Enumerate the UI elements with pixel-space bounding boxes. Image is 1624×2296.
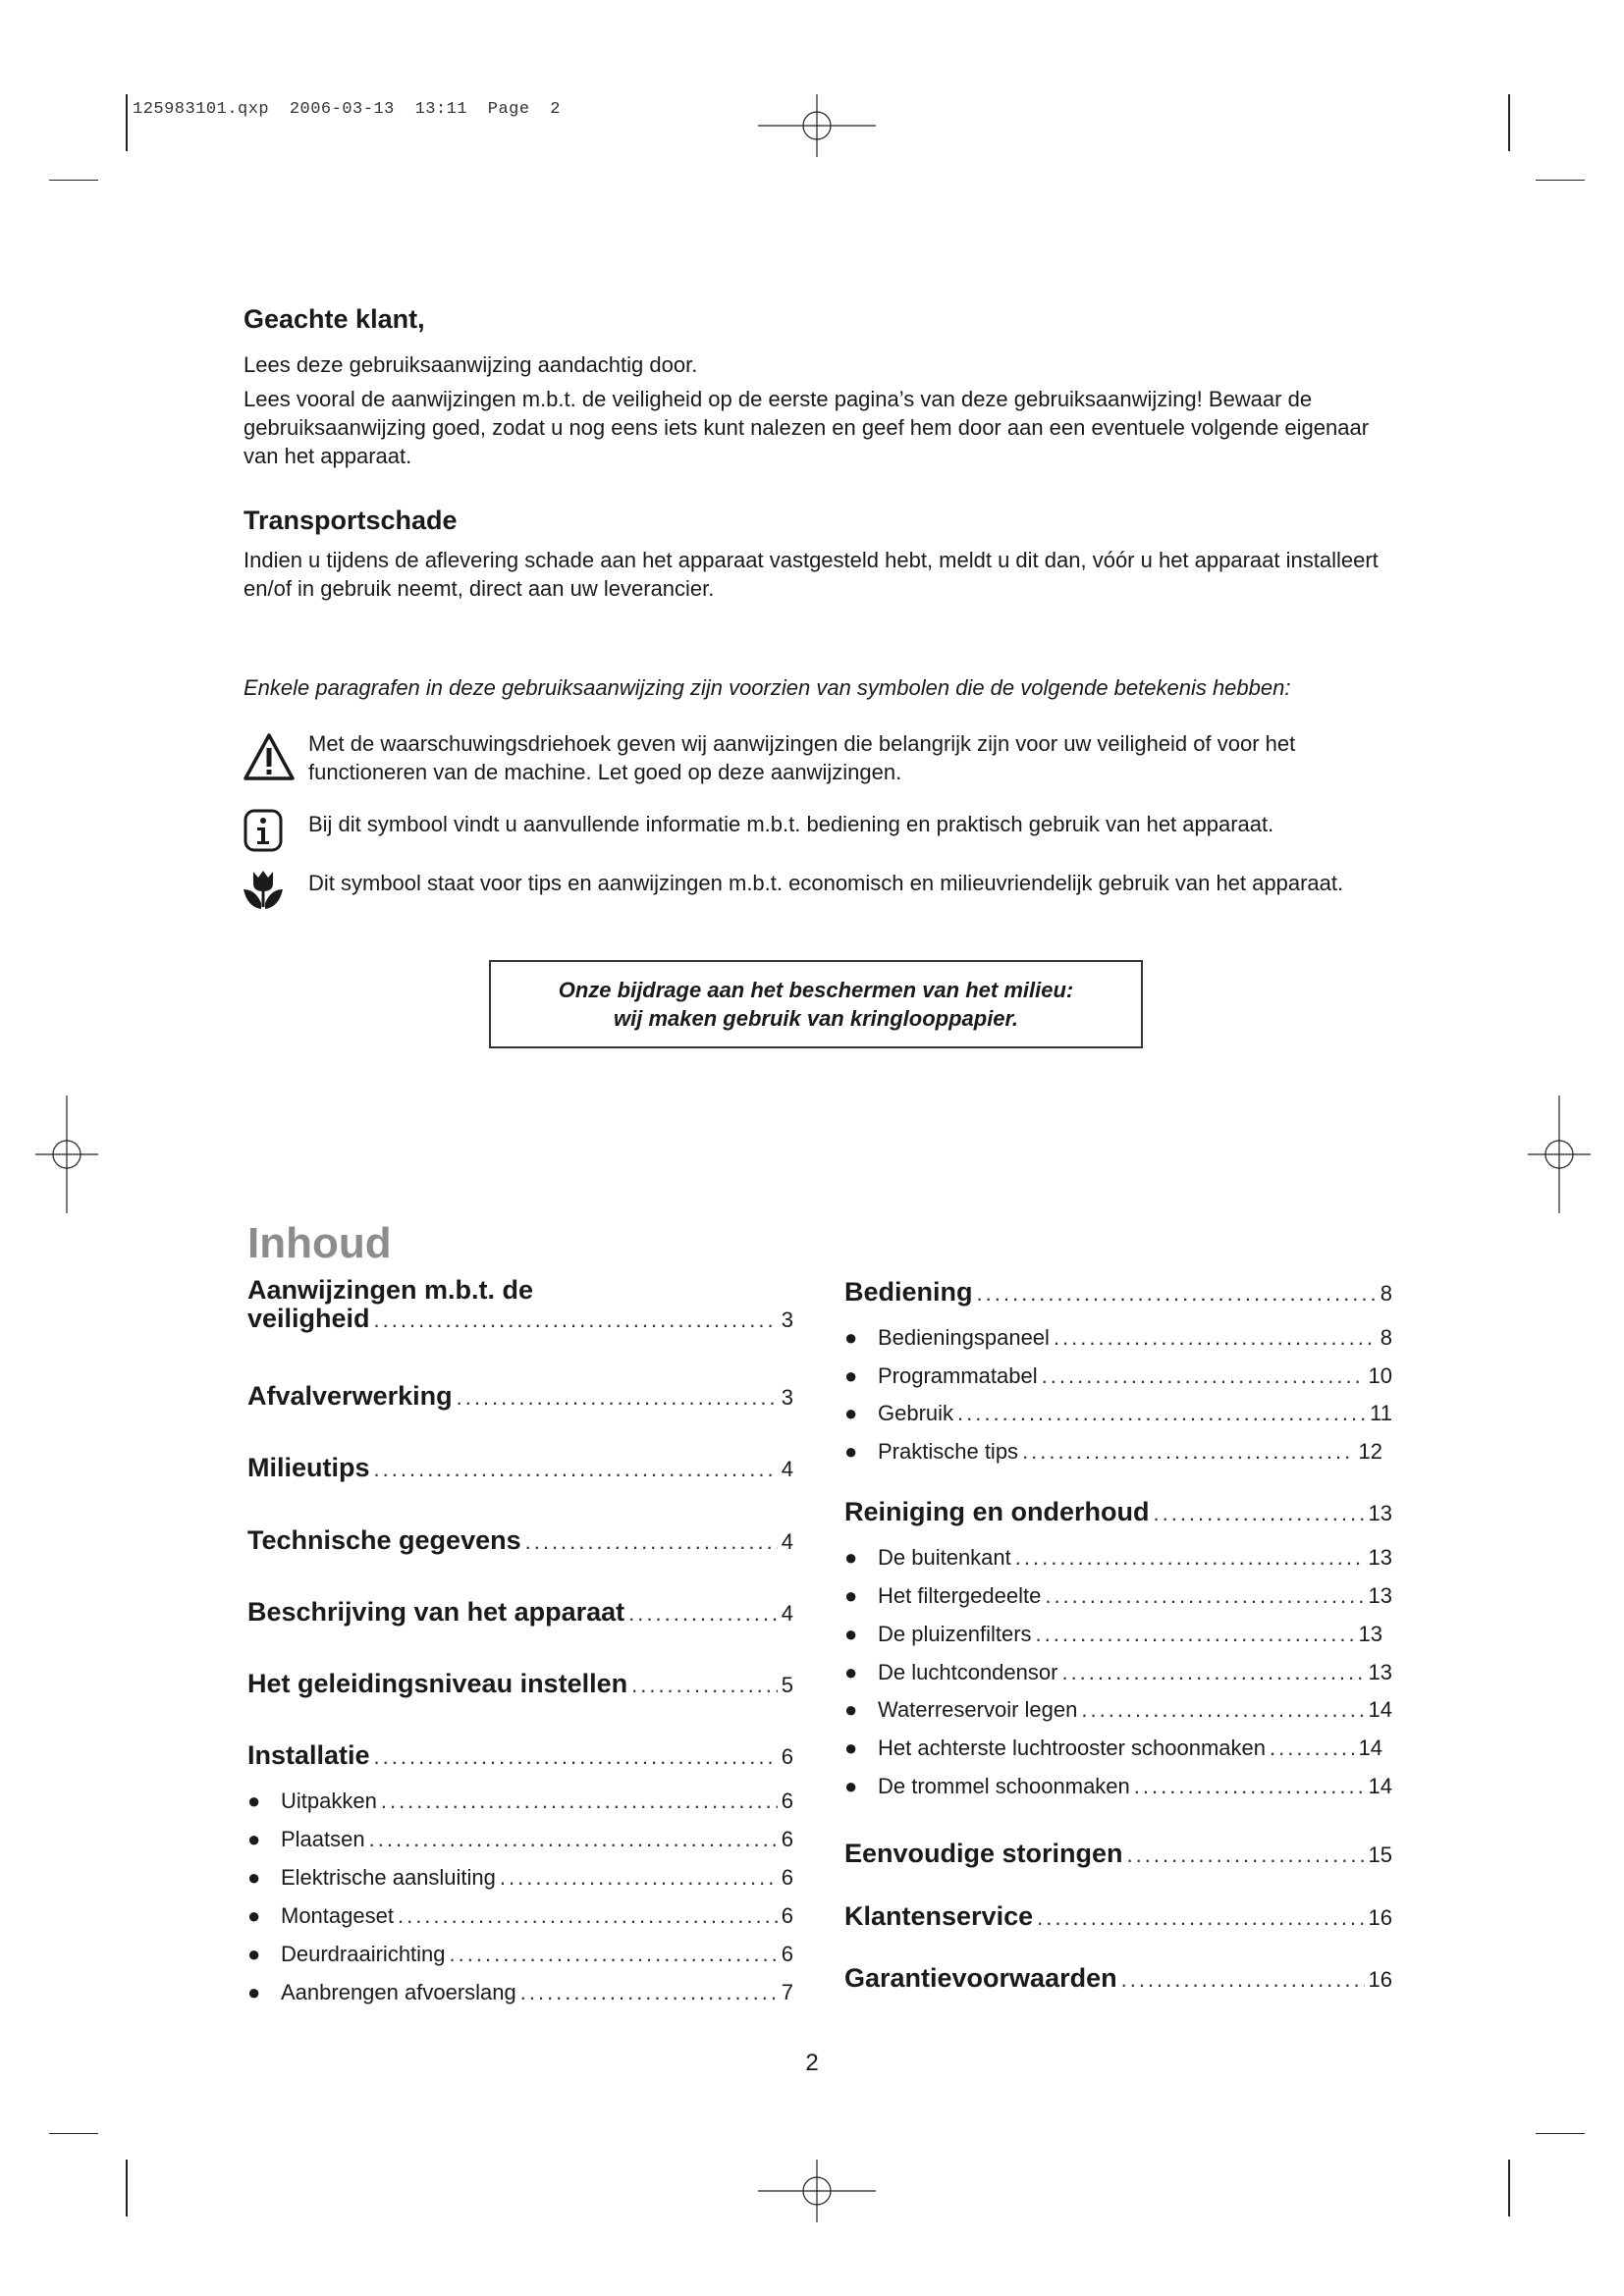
bullet-icon: ● bbox=[844, 1583, 858, 1608]
toc-entry-label: Elektrische aansluiting bbox=[281, 1865, 496, 1890]
toc-entry[interactable] bbox=[844, 1497, 1392, 1527]
crop-mark bbox=[1508, 94, 1510, 151]
crop-mark bbox=[1508, 2160, 1510, 2216]
bullet-icon: ● bbox=[247, 1942, 261, 1966]
toc-subentry[interactable] bbox=[844, 1622, 1382, 1647]
bullet-icon: ● bbox=[844, 1660, 858, 1684]
eco-notice-line-2: wij maken gebruik van kringlooppapier. bbox=[614, 1006, 1018, 1031]
bullet-icon: ● bbox=[844, 1325, 858, 1350]
toc-leader-dots bbox=[1081, 1697, 1364, 1723]
eco-notice-box bbox=[489, 960, 1143, 1048]
toc-entry-page: 14 bbox=[1368, 1774, 1392, 1798]
slug-file: 125983101.qxp bbox=[133, 100, 270, 119]
toc-entry-page: 13 bbox=[1358, 1622, 1382, 1646]
toc-leader-dots bbox=[500, 1865, 778, 1891]
toc-leader-dots bbox=[631, 1673, 778, 1698]
symbol-text-warning: Met de waarschuwingsdriehoek geven wij aanwijzingen die belangrijk zijn voor uw veiligheid of voor het functioneren van de machine. Let goed op deze aanwijzingen. bbox=[308, 731, 1296, 784]
toc-leader-dots bbox=[1061, 1660, 1364, 1685]
toc-entry-page: 8 bbox=[1380, 1325, 1392, 1350]
toc-subentry[interactable] bbox=[844, 1583, 1392, 1609]
bullet-icon: ● bbox=[844, 1439, 858, 1464]
toc-entry-label: Garantievoorwaarden bbox=[844, 1963, 1117, 1993]
toc-entry-page: 12 bbox=[1358, 1439, 1382, 1464]
toc-entry-label: Het achterste luchtrooster schoonmaken bbox=[878, 1735, 1266, 1760]
symbol-text-info: Bij dit symbool vindt u aanvullende informatie m.b.t. bediening en praktisch gebruik van het apparaat. bbox=[308, 812, 1274, 836]
toc-entry-label: Beschrijving van het apparaat bbox=[247, 1597, 625, 1627]
toc-entry-page: 3 bbox=[781, 1385, 793, 1410]
toc-leader-dots bbox=[520, 1980, 778, 2005]
toc-entry-label: Aanbrengen afvoerslang bbox=[281, 1980, 516, 2004]
toc-entry-page: 6 bbox=[781, 1827, 793, 1851]
bullet-icon: ● bbox=[844, 1545, 858, 1570]
toc-entry[interactable] bbox=[247, 1740, 793, 1771]
toc-leader-dots bbox=[398, 1903, 778, 1929]
toc-leader-dots bbox=[1270, 1735, 1355, 1761]
toc-entry-label: Praktische tips bbox=[878, 1439, 1019, 1464]
symbol-text-eco: Dit symbool staat voor tips en aanwijzingen m.b.t. economisch en milieuvriendelijk gebruik van het apparaat. bbox=[308, 871, 1344, 895]
toc-subentry[interactable] bbox=[247, 1903, 793, 1929]
toc-subentry[interactable] bbox=[844, 1401, 1392, 1426]
toc-entry-page: 5 bbox=[781, 1673, 793, 1697]
toc-entry-page: 6 bbox=[781, 1865, 793, 1890]
toc-entry-label: Eenvoudige storingen bbox=[844, 1839, 1123, 1868]
transport-heading: Transportschade bbox=[244, 506, 458, 535]
bullet-icon: ● bbox=[247, 1865, 261, 1890]
toc-leader-dots bbox=[1134, 1774, 1365, 1799]
toc-entry-label: Uitpakken bbox=[281, 1789, 377, 1813]
toc-subentry[interactable] bbox=[844, 1697, 1392, 1723]
page-number: 2 bbox=[805, 2050, 819, 2076]
crop-mark bbox=[126, 2160, 128, 2216]
toc-leader-dots bbox=[1054, 1325, 1377, 1351]
toc-entry-label: Reiniging en onderhoud bbox=[844, 1497, 1150, 1526]
toc-subentry[interactable] bbox=[844, 1439, 1382, 1465]
toc-entry-page: 10 bbox=[1368, 1363, 1392, 1388]
toc-entry[interactable] bbox=[247, 1304, 793, 1334]
toc-entry[interactable] bbox=[247, 1525, 793, 1556]
toc-leader-dots bbox=[1153, 1501, 1364, 1526]
toc-entry-page: 4 bbox=[781, 1457, 793, 1481]
toc-leader-dots bbox=[374, 1308, 778, 1333]
toc-entry-label: De pluizenfilters bbox=[878, 1622, 1032, 1646]
bullet-icon: ● bbox=[844, 1401, 858, 1425]
toc-leader-dots bbox=[450, 1942, 778, 1967]
crop-mark bbox=[1536, 2133, 1585, 2134]
registration-mark-icon bbox=[758, 94, 876, 157]
toc-leader-dots bbox=[369, 1827, 778, 1852]
toc-entry-label: De buitenkant bbox=[878, 1545, 1011, 1570]
bullet-icon: ● bbox=[844, 1774, 858, 1798]
toc-leader-dots bbox=[1045, 1583, 1364, 1609]
toc-entry-page: 11 bbox=[1370, 1401, 1392, 1425]
toc-subentry[interactable] bbox=[844, 1325, 1392, 1351]
print-slug bbox=[133, 100, 561, 119]
toc-subentry[interactable] bbox=[844, 1774, 1392, 1799]
toc-leader-dots bbox=[1036, 1622, 1355, 1647]
toc-entry-label: De trommel schoonmaken bbox=[878, 1774, 1130, 1798]
toc-entry-label: Gebruik bbox=[878, 1401, 954, 1425]
toc-leader-dots bbox=[1127, 1842, 1365, 1868]
crop-mark bbox=[126, 94, 128, 151]
toc-subentry[interactable] bbox=[247, 1789, 793, 1814]
toc-entry-label: Klantenservice bbox=[844, 1901, 1034, 1931]
slug-date: 2006-03-13 bbox=[289, 100, 395, 119]
slug-time: 13:11 bbox=[414, 100, 468, 119]
toc-entry-label: Montageset bbox=[281, 1903, 394, 1928]
toc-entry-label: Het geleidingsniveau instellen bbox=[247, 1669, 628, 1698]
toc-subentry[interactable] bbox=[844, 1363, 1392, 1389]
bullet-icon: ● bbox=[844, 1363, 858, 1388]
greeting-heading: Geachte klant, bbox=[244, 304, 425, 334]
toc-entry-page: 16 bbox=[1368, 1967, 1392, 1992]
toc-subentry[interactable] bbox=[247, 1865, 793, 1891]
toc-entry-label: Bedieningspaneel bbox=[878, 1325, 1050, 1350]
toc-entry[interactable] bbox=[247, 1381, 793, 1412]
eco-flower-icon bbox=[242, 868, 285, 911]
toc-leader-dots bbox=[381, 1789, 778, 1814]
bullet-icon: ● bbox=[844, 1735, 858, 1760]
toc-entry-page: 6 bbox=[781, 1744, 793, 1769]
crop-mark bbox=[49, 2133, 98, 2134]
toc-entry-safety-line1: Aanwijzingen m.b.t. de bbox=[247, 1275, 534, 1305]
toc-entry-page: 15 bbox=[1368, 1842, 1392, 1867]
toc-entry-page: 13 bbox=[1368, 1501, 1392, 1525]
bullet-icon: ● bbox=[247, 1789, 261, 1813]
toc-entry-page: 13 bbox=[1368, 1660, 1392, 1684]
toc-entry-label: veiligheid bbox=[247, 1304, 370, 1333]
intro-paragraph-2: Lees vooral de aanwijzingen m.b.t. de veiligheid op de eerste pagina’s van deze gebruiksaanwijzing! Bewaar de gebruiksaanwijzing goed, zodat u nog eens iets kunt nalezen en geef hem door aan een eventuele volgende eigenaar van het apparaat. bbox=[244, 387, 1370, 468]
toc-entry-page: 6 bbox=[781, 1942, 793, 1966]
symbols-intro: Enkele paragrafen in deze gebruiksaanwijzing zijn voorzien van symbolen die de volgende betekenis hebben: bbox=[244, 675, 1291, 700]
toc-entry-label: Technische gegevens bbox=[247, 1525, 521, 1555]
toc-entry-page: 13 bbox=[1368, 1545, 1392, 1570]
bullet-icon: ● bbox=[844, 1697, 858, 1722]
toc-entry-page: 3 bbox=[781, 1308, 793, 1332]
registration-mark-icon bbox=[1528, 1095, 1591, 1213]
toc-subentry[interactable] bbox=[844, 1545, 1392, 1571]
toc-leader-dots bbox=[957, 1401, 1366, 1426]
bullet-icon: ● bbox=[844, 1622, 858, 1646]
toc-leader-dots bbox=[525, 1529, 778, 1555]
crop-mark bbox=[49, 180, 98, 181]
toc-entry-page: 6 bbox=[781, 1903, 793, 1928]
toc-entry-page: 8 bbox=[1380, 1281, 1392, 1306]
registration-mark-icon bbox=[35, 1095, 98, 1213]
eco-notice-line-1: Onze bijdrage aan het beschermen van het milieu: bbox=[558, 978, 1074, 1002]
toc-entry[interactable] bbox=[247, 1669, 793, 1699]
intro-paragraph-1: Lees deze gebruiksaanwijzing aandachtig door. bbox=[244, 352, 698, 377]
toc-leader-dots bbox=[1121, 1967, 1365, 1993]
toc-leader-dots bbox=[374, 1744, 778, 1770]
toc-subentry[interactable] bbox=[247, 1942, 793, 1967]
bullet-icon: ● bbox=[247, 1903, 261, 1928]
toc-entry-page: 4 bbox=[781, 1529, 793, 1554]
toc-subentry[interactable] bbox=[247, 1827, 793, 1852]
info-icon bbox=[244, 809, 283, 852]
bullet-icon: ● bbox=[247, 1980, 261, 2004]
crop-mark bbox=[1536, 180, 1585, 181]
toc-entry[interactable] bbox=[247, 1453, 793, 1483]
toc-leader-dots bbox=[1042, 1363, 1365, 1389]
toc-leader-dots bbox=[1037, 1905, 1364, 1931]
toc-subentry[interactable] bbox=[844, 1735, 1382, 1761]
toc-entry-label: Bediening bbox=[844, 1277, 973, 1307]
toc-title: Inhoud bbox=[247, 1219, 392, 1267]
warning-triangle-icon bbox=[243, 731, 296, 782]
toc-leader-dots bbox=[457, 1385, 778, 1411]
toc-entry[interactable] bbox=[247, 1597, 793, 1628]
transport-paragraph: Indien u tijdens de aflevering schade aan het apparaat vastgesteld hebt, meldt u dit dan, vóór u het apparaat installeert en/of in gebruik neemt, direct aan uw leverancier. bbox=[244, 548, 1379, 601]
toc-entry-label: Plaatsen bbox=[281, 1827, 365, 1851]
toc-entry-label: Deurdraairichting bbox=[281, 1942, 446, 1966]
toc-entry-page: 16 bbox=[1368, 1905, 1392, 1930]
toc-leader-dots bbox=[628, 1601, 778, 1627]
toc-entry-page: 4 bbox=[781, 1601, 793, 1626]
toc-entry[interactable] bbox=[844, 1277, 1392, 1308]
toc-entry-page: 14 bbox=[1368, 1697, 1392, 1722]
toc-entry-page: 14 bbox=[1358, 1735, 1382, 1760]
toc-entry-label: Waterreservoir legen bbox=[878, 1697, 1078, 1722]
toc-entry-label: Milieutips bbox=[247, 1453, 370, 1482]
toc-subentry[interactable] bbox=[247, 1980, 793, 2005]
toc-leader-dots bbox=[1015, 1545, 1365, 1571]
bullet-icon: ● bbox=[247, 1827, 261, 1851]
toc-subentry[interactable] bbox=[844, 1660, 1392, 1685]
toc-entry-label: Installatie bbox=[247, 1740, 370, 1770]
registration-mark-icon bbox=[758, 2160, 876, 2222]
toc-entry-label: Afvalverwerking bbox=[247, 1381, 453, 1411]
toc-entry-page: 6 bbox=[781, 1789, 793, 1813]
toc-leader-dots bbox=[977, 1281, 1377, 1307]
toc-entry-label: De luchtcondensor bbox=[878, 1660, 1058, 1684]
toc-entry-label: Programmatabel bbox=[878, 1363, 1038, 1388]
toc-leader-dots bbox=[374, 1457, 778, 1482]
toc-entry-label: Het filtergedeelte bbox=[878, 1583, 1042, 1608]
toc-entry[interactable] bbox=[844, 1839, 1392, 1869]
toc-entry-page: 7 bbox=[781, 1980, 793, 2004]
toc-leader-dots bbox=[1022, 1439, 1354, 1465]
toc-entry[interactable] bbox=[844, 1901, 1392, 1932]
slug-page: Page 2 bbox=[487, 100, 561, 119]
toc-entry-page: 13 bbox=[1368, 1583, 1392, 1608]
toc-entry[interactable] bbox=[844, 1963, 1392, 1994]
